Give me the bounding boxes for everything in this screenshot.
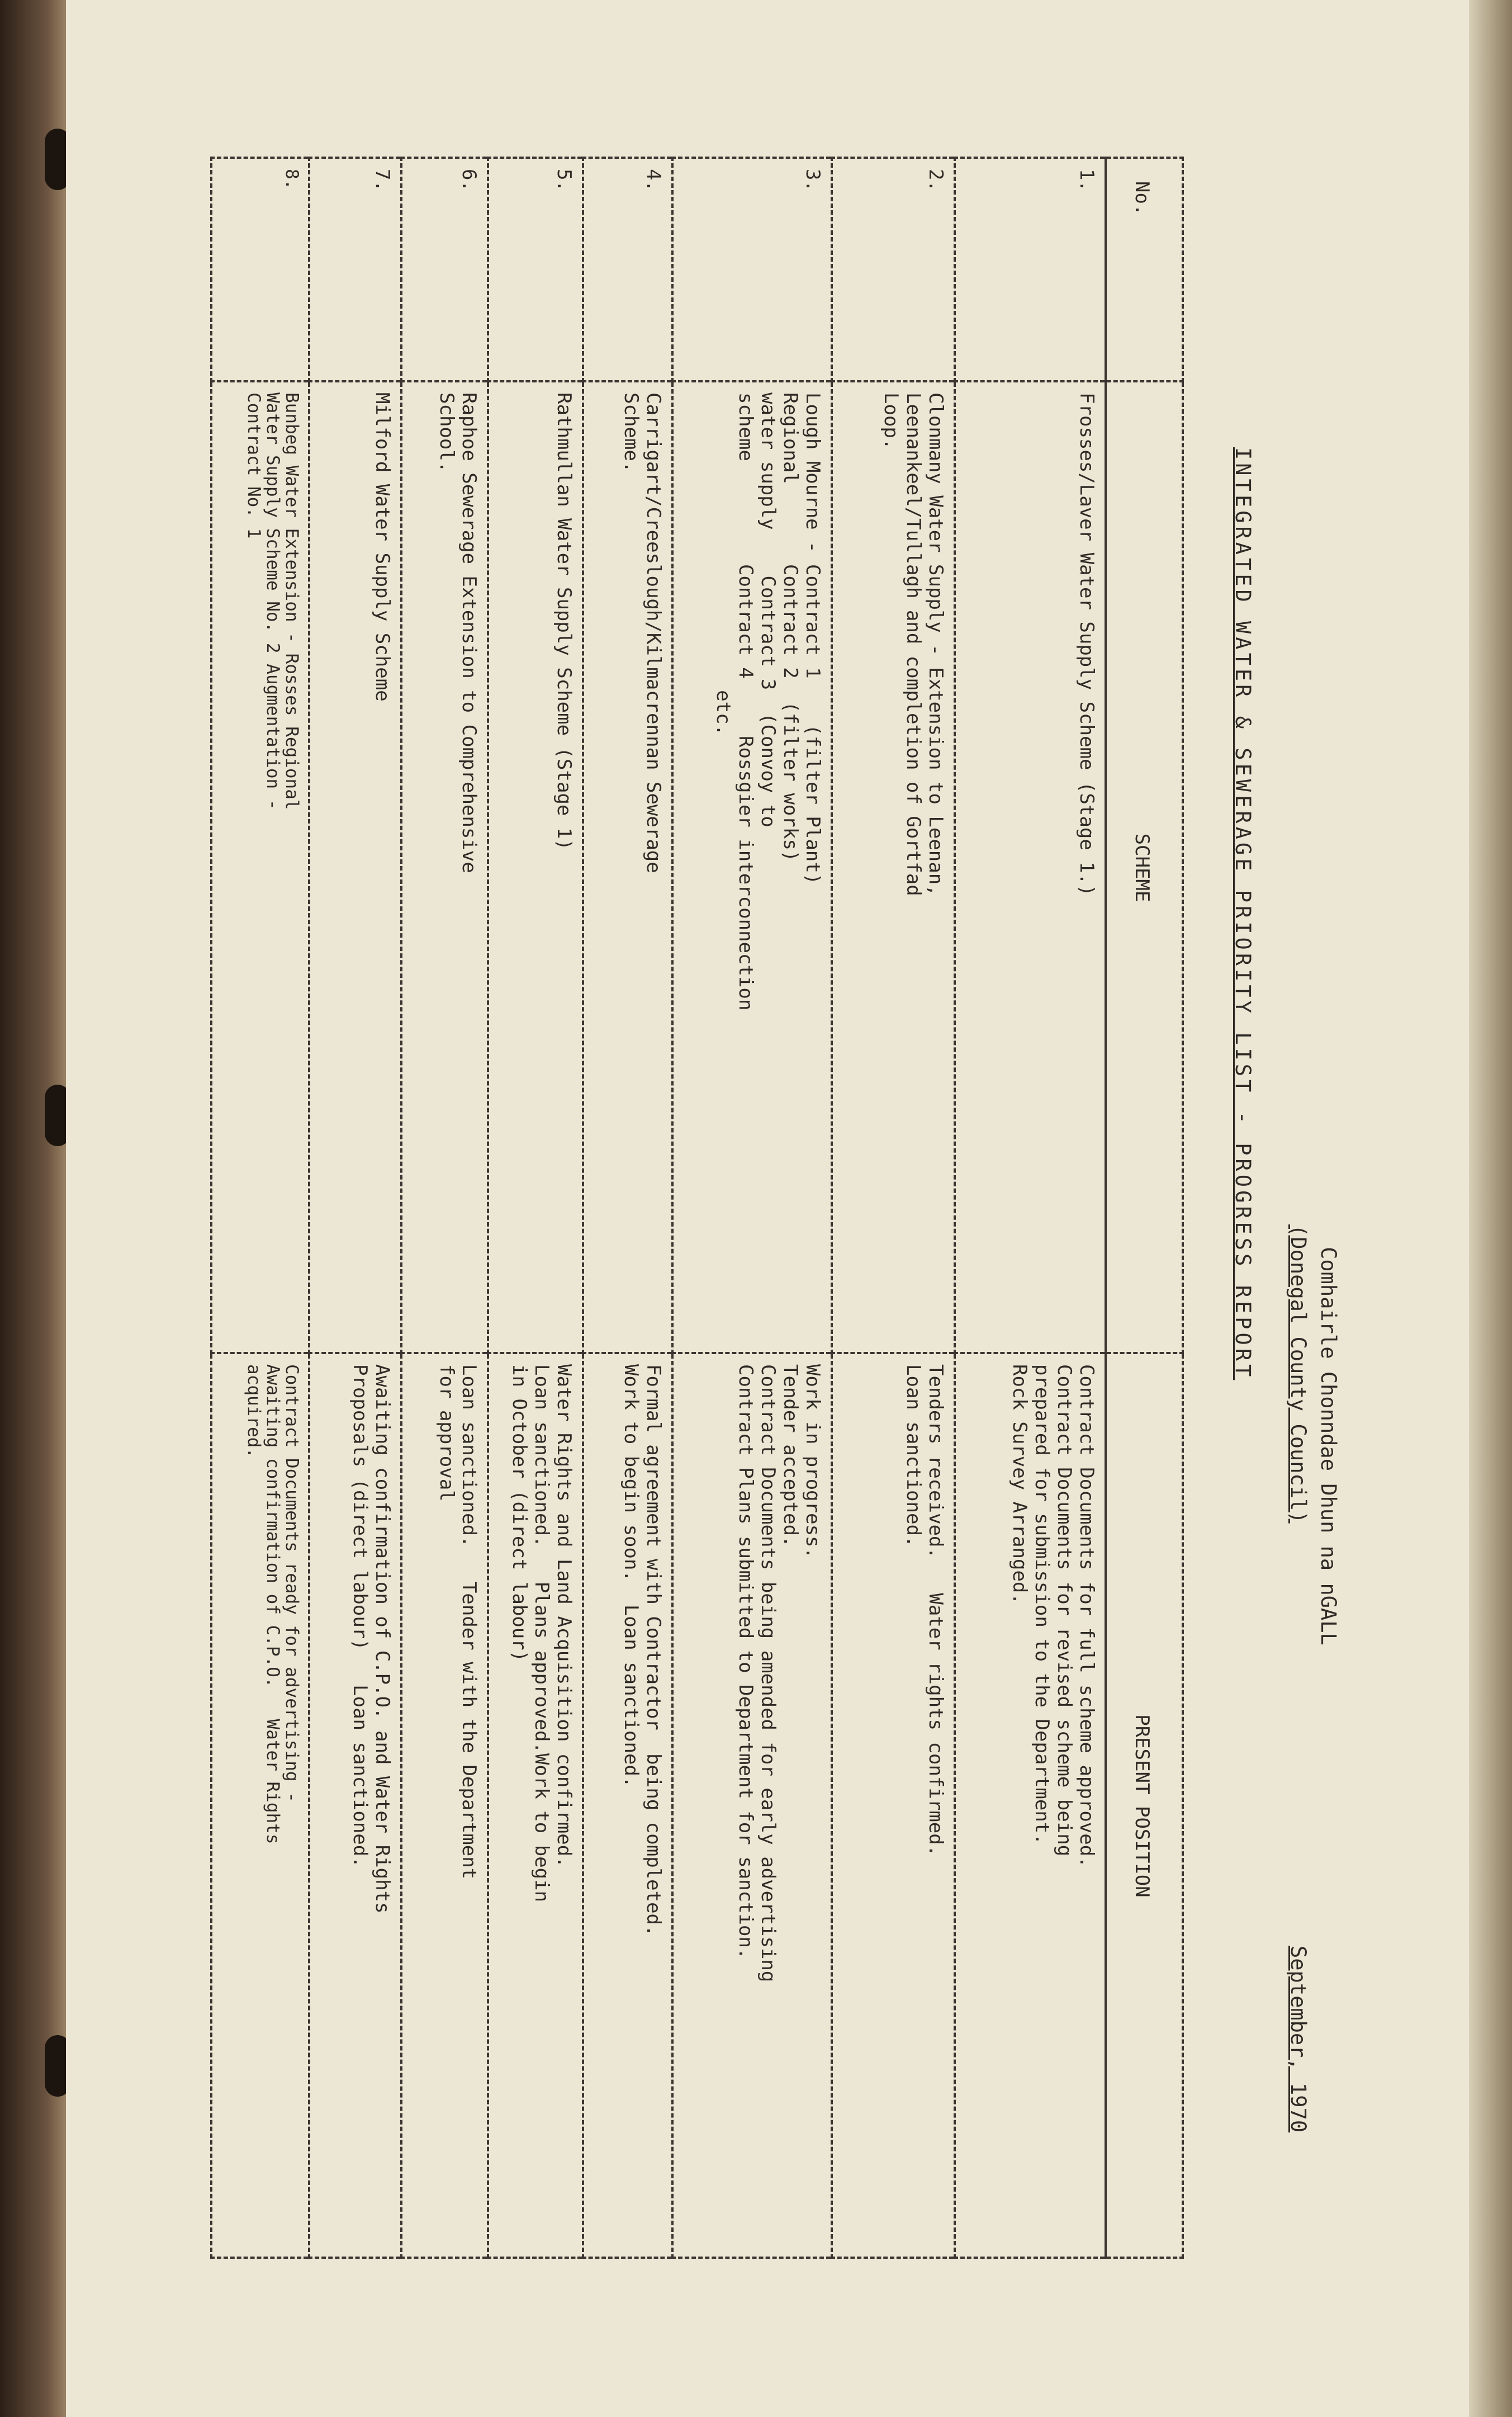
table-row — [488, 158, 583, 2258]
position-cell: Formal agreement with Contractor being completed. Work to begin soon. Loan sanctioned. — [583, 1353, 672, 2258]
scheme-cell: Frosses/Laver Water Supply Scheme (Stage 1.) — [955, 381, 1106, 1353]
row-number: 1. — [955, 158, 1106, 381]
position-cell: Contract Documents for full scheme approved. Contract Documents for revised scheme being prepared for submission to the Department. Rock Survey Arranged. — [955, 1353, 1106, 2258]
row-number: 5. — [488, 158, 583, 381]
table-row — [309, 158, 401, 2258]
row-number: 3. — [672, 158, 832, 381]
table-row — [832, 158, 955, 2258]
table-row — [211, 158, 309, 2258]
scheme-cell: Milford Water Supply Scheme — [309, 381, 401, 1353]
table-row — [955, 158, 1106, 2258]
table-row — [401, 158, 488, 2258]
rotated-report — [66, 0, 1469, 2417]
scheme-cell: Clonmany Water Supply - Extension to Leenan, Leenankeel/Tullagh and completion of Gortfad Loop. — [832, 381, 955, 1353]
scheme-cell: Bunbeg Water Extension - Rosses Regional Water Supply Scheme No. 2 Augmentation - Contract No. 1 — [211, 381, 309, 1353]
council-irish-name: Comhairle Chonndae Dhun na nGALL — [1316, 1247, 1340, 1645]
table-header-row — [1106, 158, 1183, 2258]
position-cell: Contract Documents ready for advertising - Awaiting confirmation of C.P.O. Water Rights acquired. — [211, 1353, 309, 2258]
table-row — [583, 158, 672, 2258]
page-edge — [1469, 0, 1512, 2417]
progress-table — [210, 157, 1184, 2259]
scheme-cell: Raphoe Sewerage Extension to Comprehensive School. — [401, 381, 488, 1353]
row-number: 7. — [309, 158, 401, 381]
row-number: 8. — [211, 158, 309, 381]
row-number: 4. — [583, 158, 672, 381]
column-header-position: PRESENT POSITION — [1106, 1353, 1183, 2258]
scheme-cell: Rathmullan Water Supply Scheme (Stage 1) — [488, 381, 583, 1353]
column-header-no: No. — [1106, 158, 1183, 381]
scheme-cell: Lough Mourne - Contract 1 (filter Plant) Regional Contract 2 (filter works) water supply Contract 3 (Convoy to scheme Contract 4 Rossgier interconnection etc. — [672, 381, 832, 1353]
position-cell: Work in progress. Tender accepted. Contract Documents being amended for early advertising Contract Plans submitted to Department for sanction. — [672, 1353, 832, 2258]
position-cell: Loan sanctioned. Tender with the Department for approval — [401, 1353, 488, 2258]
row-number: 2. — [832, 158, 955, 381]
position-cell: Tenders received. Water rights confirmed. Loan sanctioned. — [832, 1353, 955, 2258]
report-date: September, 1970 — [1286, 1946, 1310, 2133]
table-row — [672, 158, 832, 2258]
scheme-cell: Carrigart/Creeslough/Kilmacrennan Sewerage Scheme. — [583, 381, 672, 1353]
council-english-name: (Donegal County Council) — [1286, 1224, 1310, 1524]
position-cell: Water Rights and Land Acquisition confirmed. Loan sanctioned. Plans approved.Work to begin in October (direct labour) — [488, 1353, 583, 2258]
report-title: INTEGRATED WATER & SEWERAGE PRIORITY LIST - PROGRESS REPORT — [1231, 447, 1255, 1380]
document-page — [66, 0, 1469, 2417]
position-cell: Awaiting confirmation of C.P.O. and Water Rights Proposals (direct labour) Loan sanctioned. — [309, 1353, 401, 2258]
column-header-scheme: SCHEME — [1106, 381, 1183, 1353]
row-number: 6. — [401, 158, 488, 381]
binder-spine — [0, 0, 67, 2417]
